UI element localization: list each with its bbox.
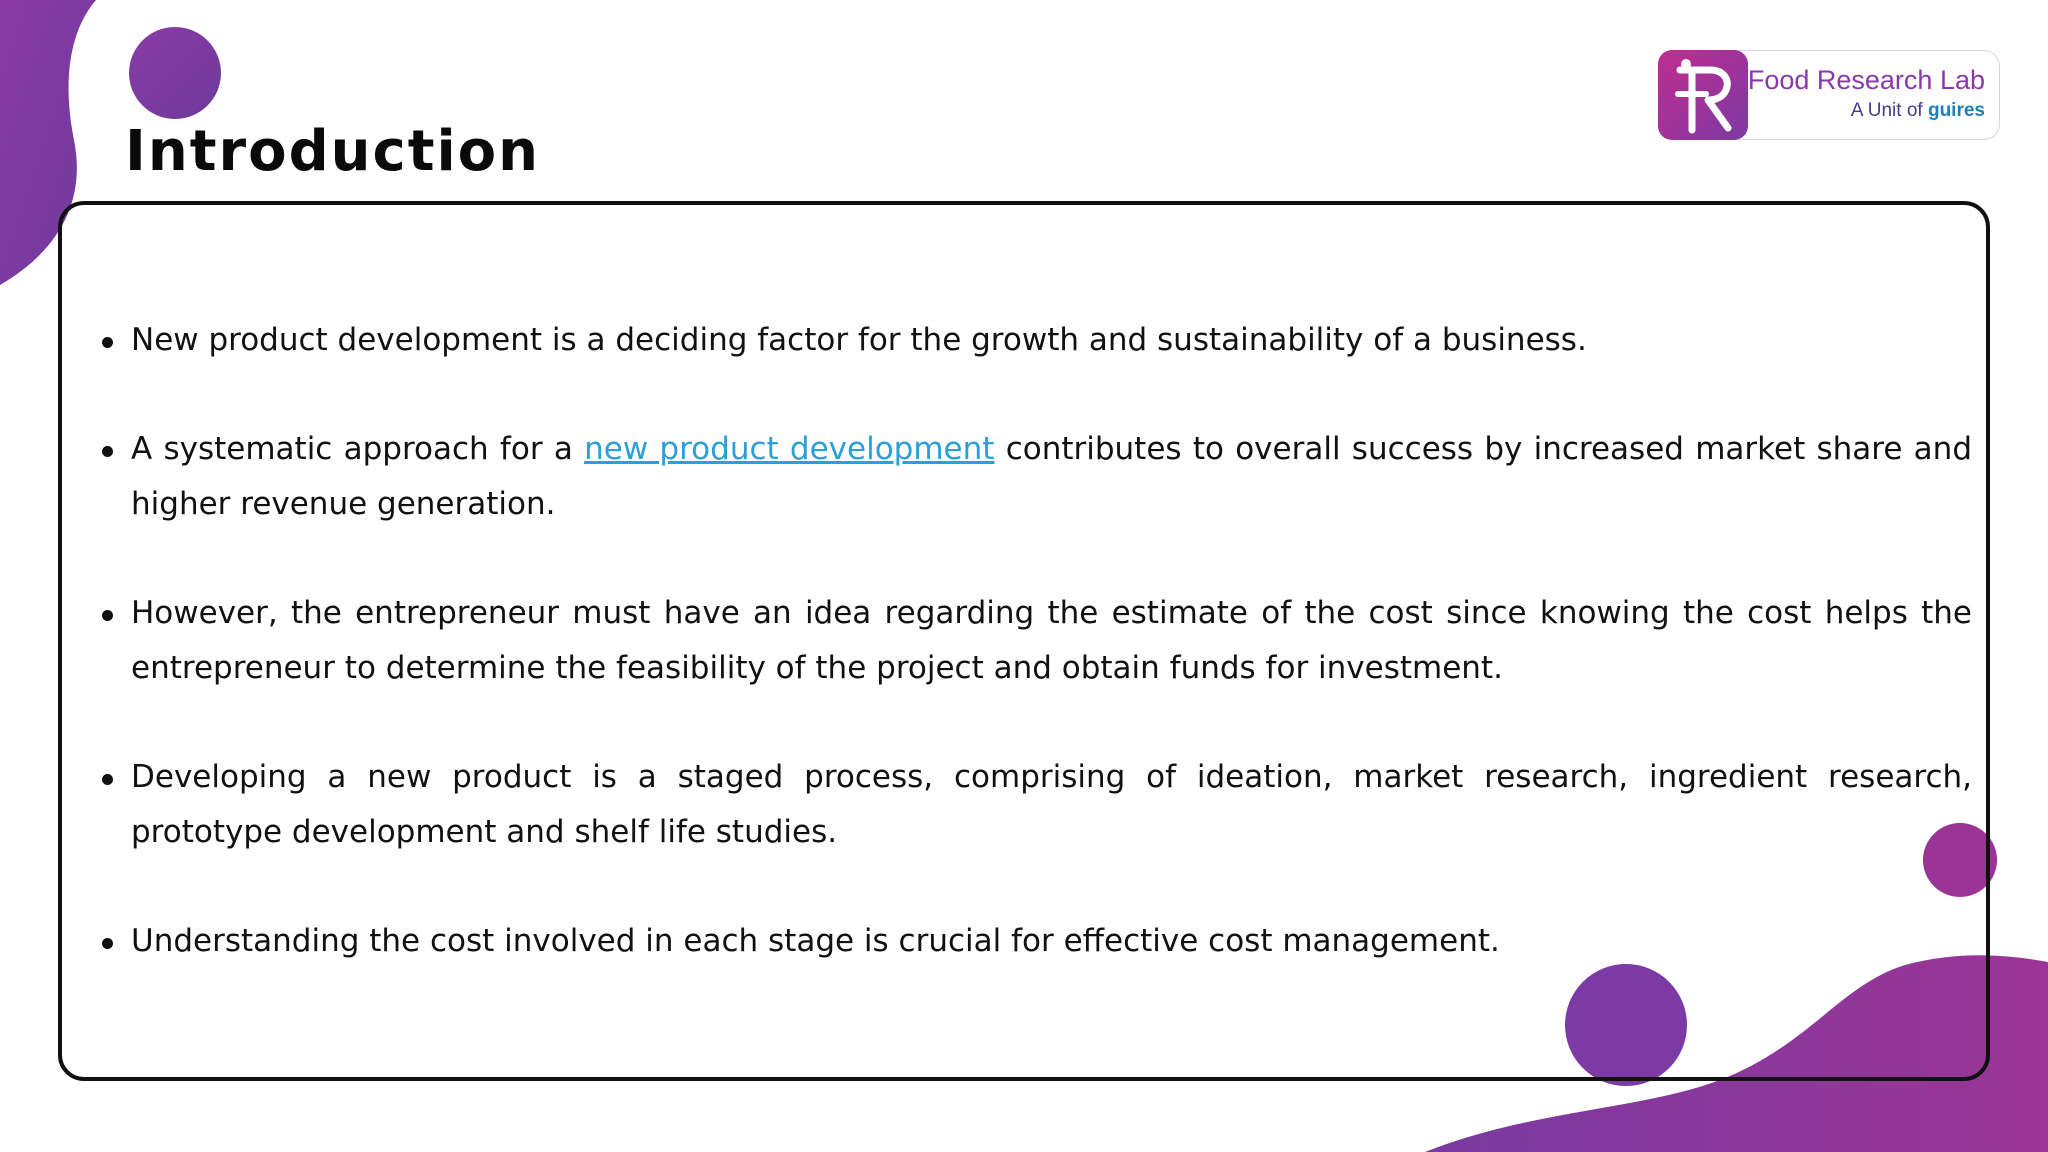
bullet-item: New product development is a deciding factor for the growth and sustainability of a business. — [131, 313, 1972, 368]
decor-circle-top-left — [129, 27, 221, 119]
logo-subtitle-prefix: A Unit of — [1850, 100, 1923, 121]
logo-subtitle-brand: guires — [1927, 100, 1985, 121]
brand-logo — [1658, 50, 2000, 140]
new-product-development-link[interactable]: new product development — [584, 431, 995, 467]
slide-title: Introduction — [125, 119, 541, 184]
bullet-list — [131, 313, 1972, 1023]
bullet-item: Understanding the cost involved in each stage is crucial for effective cost management. — [131, 914, 1972, 969]
logo-name: Food Research Lab — [1747, 65, 1985, 95]
bullet-item: However, the entrepreneur must have an idea regarding the estimate of the cost since knowing the cost helps the entrepreneur to determine the feasibility of the project and obtain funds for investment. — [131, 586, 1972, 696]
food-research-lab-logo-icon — [1658, 50, 1748, 140]
bullet-item — [131, 422, 1972, 532]
logo-subtitle — [1851, 100, 1985, 122]
bullet-item: Developing a new product is a staged process, comprising of ideation, market research, ingredient research, prototype development and shelf life studies. — [131, 750, 1972, 860]
bullet-text: contributes to overall success by increased market share and higher revenue generation. — [131, 431, 1972, 522]
bullet-text: A systematic approach for a — [131, 431, 573, 467]
